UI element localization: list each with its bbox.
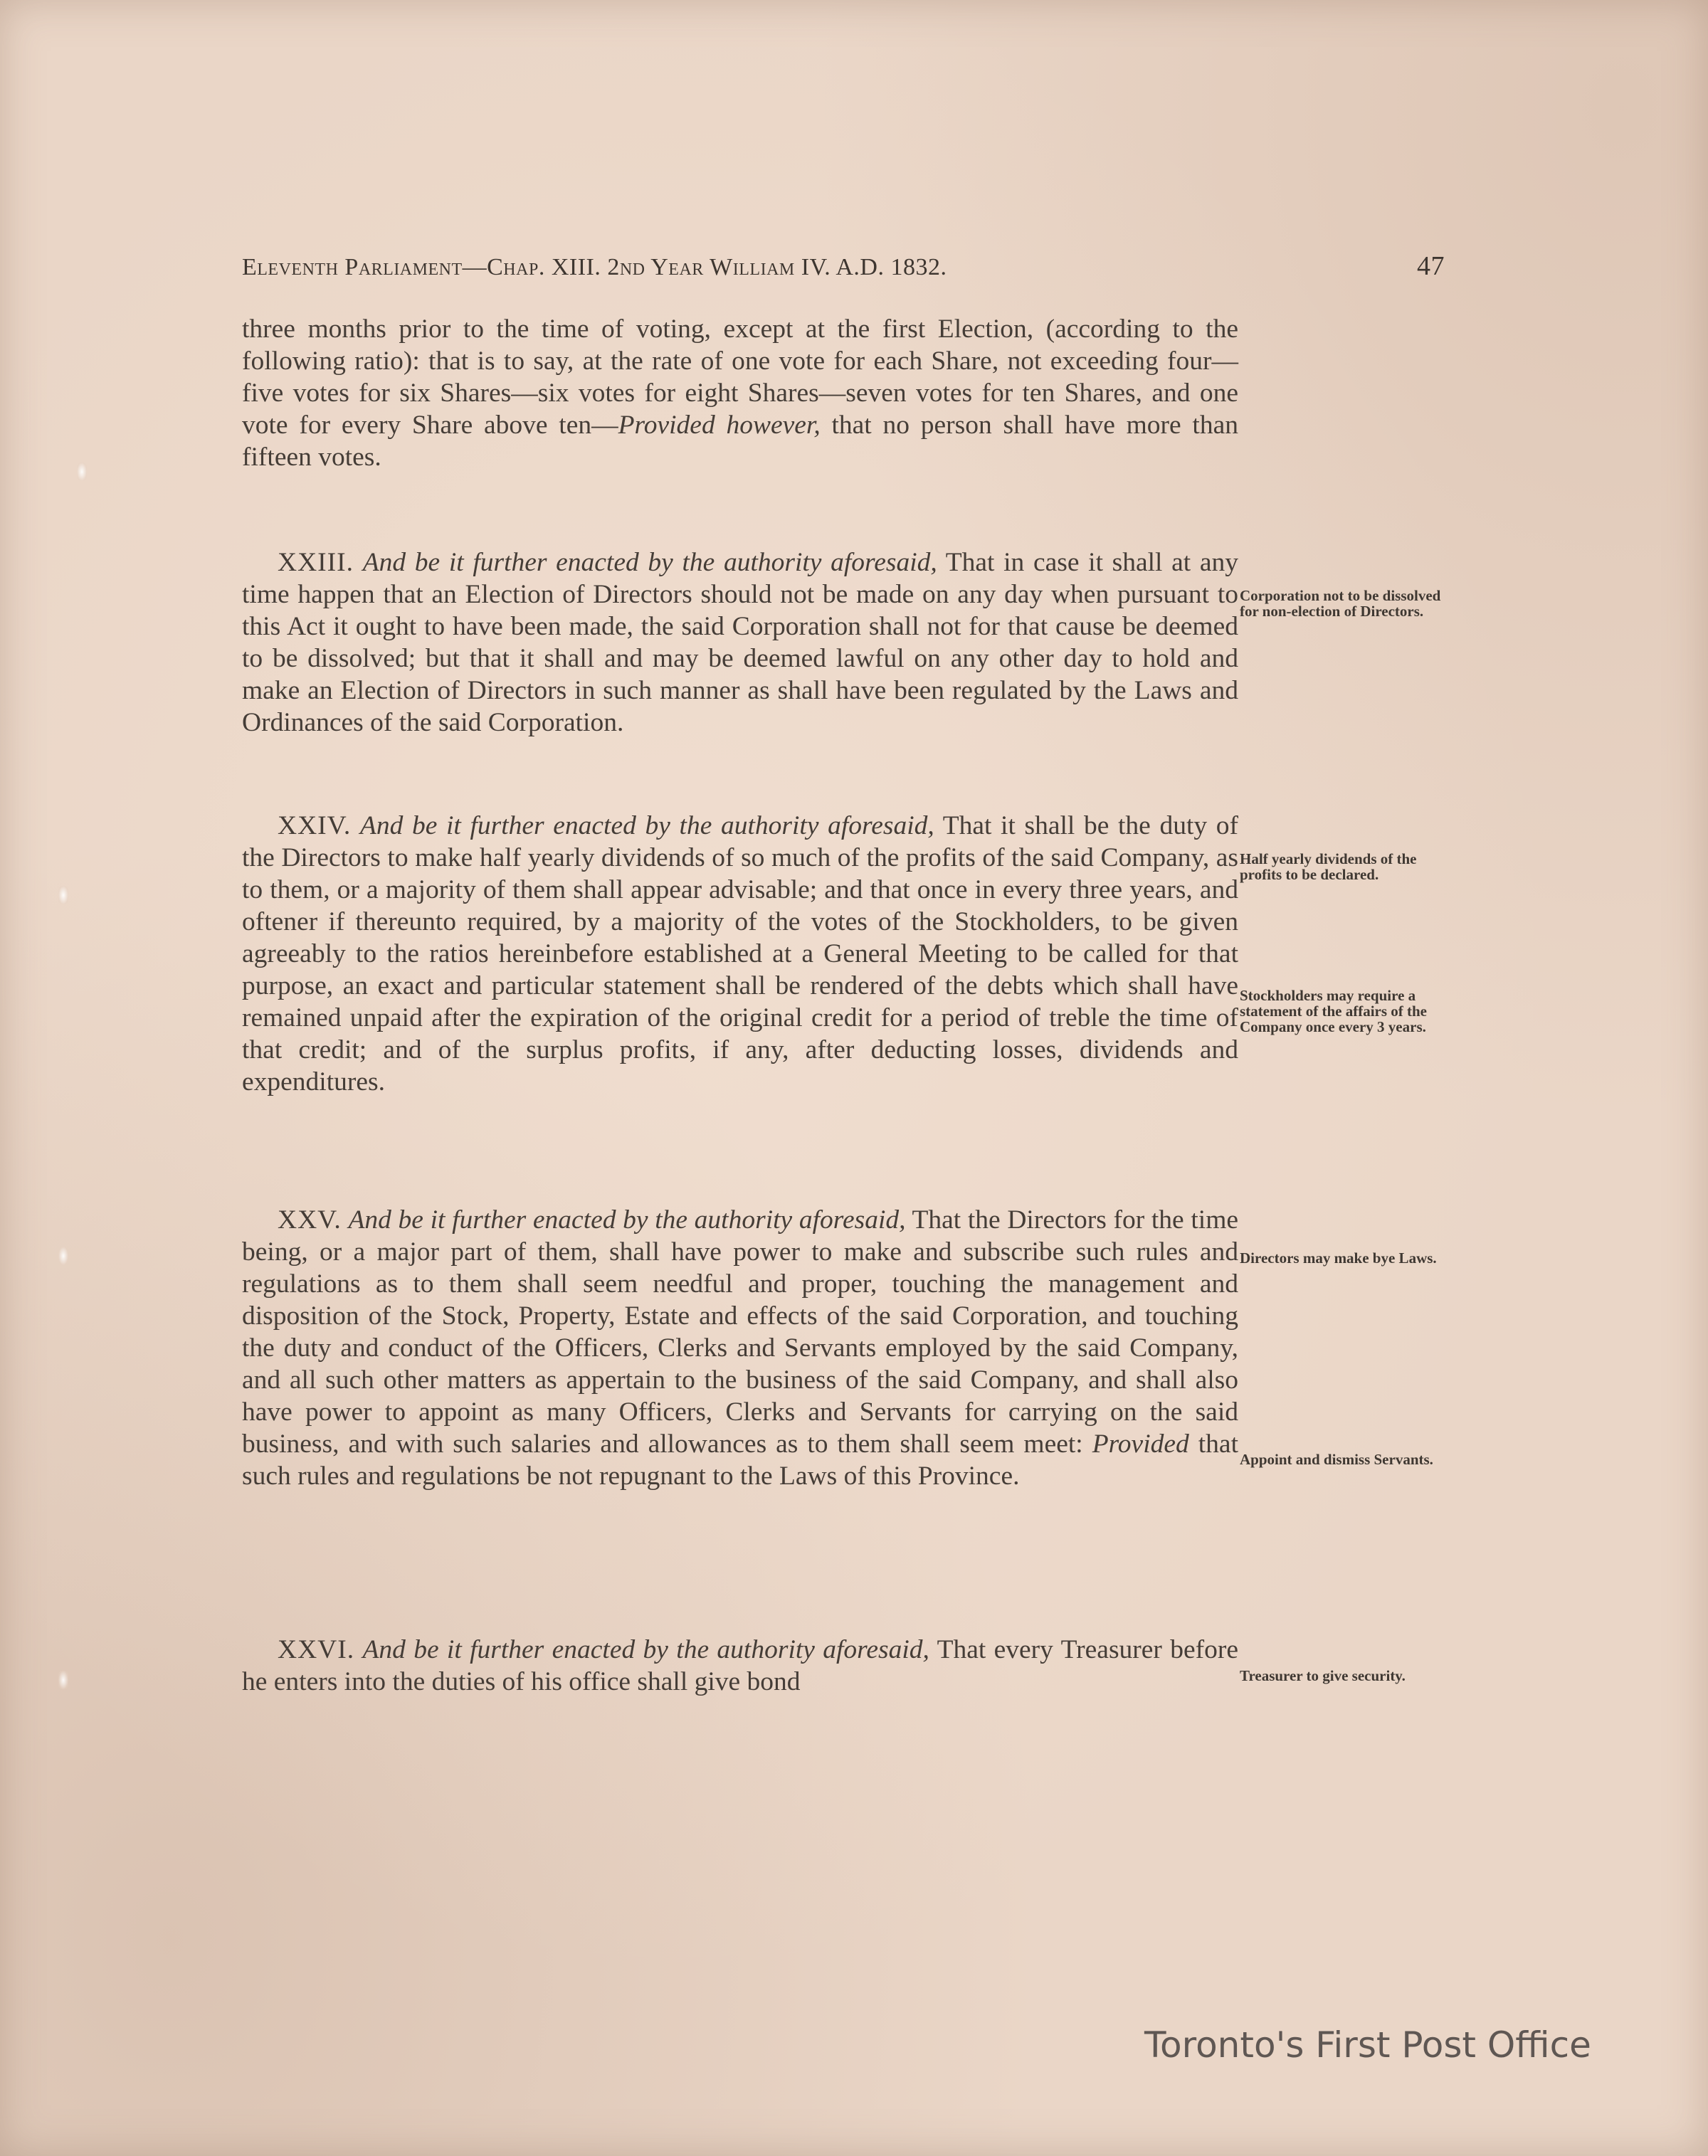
section-number: XXV.	[278, 1205, 342, 1235]
watermark: Toronto's First Post Office	[1144, 2024, 1591, 2066]
marginal-note: Treasurer to give security.	[1240, 1667, 1406, 1684]
proviso-emphasis: Provided however,	[618, 411, 821, 440]
binding-hole	[77, 463, 87, 481]
section-xxvi	[242, 1634, 1238, 1698]
marginal-note: Stockholders may require a statement of the affairs of the Company once every 3 years.	[1240, 987, 1428, 1035]
section-xxiv	[242, 810, 1238, 1098]
section-text: That it shall be the duty of the Directors to make half yearly dividends of so much of the profits of the said Company, as to them, or a majority of them shall appear advisable; and that once in every three years, and oftener if thereunto required, by a majority of the votes of the Stockholders, to be given agreeably to the ratios hereinbefore established at a General Meeting to be called for that purpose, an exact and particular statement shall be rendered of the debts which shall have remained unpaid after the expiration of the original credit for a period of treble the time of that credit; and of the surplus profits, if any, after deducting losses, dividends and expenditures.	[242, 811, 1238, 1097]
binding-hole	[58, 1671, 68, 1689]
proviso-emphasis: Provided	[1092, 1430, 1189, 1459]
marginal-note: Corporation not to be dissolved for non-election of Directors.	[1240, 587, 1441, 620]
section-number: XXVI.	[278, 1635, 355, 1664]
enacting-clause: And be it further enacted by the authority aforesaid,	[362, 1635, 929, 1664]
binding-hole	[58, 886, 68, 904]
marginal-note: Appoint and dismiss Servants.	[1240, 1451, 1433, 1468]
marginal-note: Half yearly dividends of the profits to be declared.	[1240, 850, 1417, 883]
section-number: XXIII.	[278, 548, 354, 577]
section-number: XXIV.	[278, 811, 352, 840]
section-xxv	[242, 1204, 1238, 1492]
section-text: That in case it shall at any time happen that an Election of Directors should not be made on any day when pursuant to this Act it ought to have been made, the said Corporation shall not for that cause be deemed to be dissolved; but that it shall and may be deemed lawful on any other day to hold and make an Election of Directors in such manner as shall have been regulated by the Laws and Ordinances of the said Corporation.	[242, 548, 1239, 737]
continuation-text: three months prior to the time of voting, except at the first Election, (according to the following ratio): that is to say, at the rate of one vote for each Share, not exceeding four—five votes for six Shares—six votes for eight Shares—seven votes for ten Shares, and one vote for every Share above ten—	[242, 315, 1238, 440]
section-text: That the Directors for the time being, or a major part of them, shall have power to make and subscribe such rules and regulations as to them shall seem needful and proper, touching the management and disposition of the Stock, Property, Estate and effects of the said Corporation, and touching the duty and conduct of the Officers, Clerks and Servants employed by the said Company, and all such other matters as appertain to the business of the said Company, and shall also have power to appoint as many Officers, Clerks and Servants for carrying on the said business, and with such salaries and allowances as to them shall seem meet:	[242, 1205, 1239, 1459]
continuation-paragraph	[242, 313, 1238, 473]
section-text: That every Treasurer before he enters into the duties of his office shall give bond	[242, 1635, 1239, 1696]
enacting-clause: And be it further enacted by the authority aforesaid,	[359, 811, 934, 840]
running-header	[242, 250, 1445, 282]
page-number: 47	[1417, 251, 1445, 281]
marginal-note: Directors may make bye Laws.	[1240, 1249, 1437, 1267]
section-text-end: that such rules and regulations be not repugnant to the Laws of this Province.	[242, 1430, 1238, 1491]
continuation-text-end: that no person shall have more than fifteen votes.	[242, 411, 1238, 472]
enacting-clause: And be it further enacted by the authority aforesaid,	[348, 1205, 906, 1235]
running-title: Eleventh Parliament—Chap. XIII. 2nd Year William IV. A.D. 1832.	[242, 254, 947, 280]
binding-hole	[58, 1247, 68, 1265]
enacting-clause: And be it further enacted by the authority aforesaid,	[362, 548, 937, 577]
section-xxiii	[242, 546, 1238, 739]
